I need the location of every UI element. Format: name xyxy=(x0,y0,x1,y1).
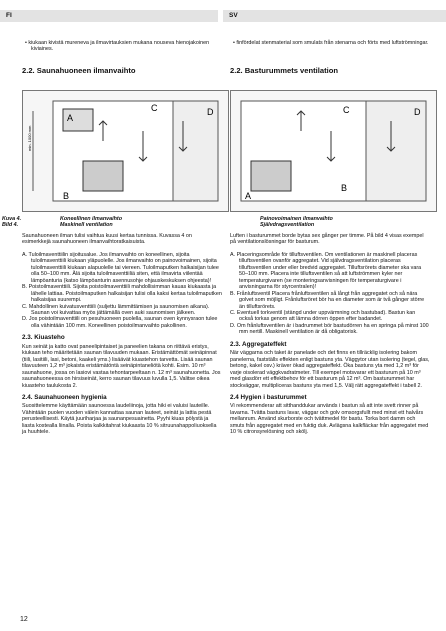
heading-effekt: 2.3. Aggregateffekt xyxy=(230,340,287,348)
caption-left-sv: Maskinell ventilation xyxy=(60,222,113,229)
section-title-sv: 2.2. Basturummets ventilation xyxy=(230,66,339,75)
caption-left xyxy=(60,216,122,228)
ventilation-list-fi xyxy=(22,252,222,329)
paragraph-hygien: Vi rekommenderar att sitthanddukar används i bastun så att inte svett rinner på lavarna. Tvätta bastuns lavar, väggar och golv omsorgsfullt med minst ett halvårs mellanrum. Använd skurborste och tvättmedel för bastu. Torka bort damm och smuts från aggregatet med en fuktig duk. Avlägsna kalkfläckar från aggregatet med 10 % citronsyrelösning och skölj. xyxy=(230,403,429,436)
lang-label-fi: FI xyxy=(6,12,12,19)
column-sv xyxy=(230,233,430,442)
diagram-natural-ventilation xyxy=(230,90,437,212)
caption-left-fi: Koneellinen ilmanvaihto xyxy=(60,216,123,222)
page-number: 12 xyxy=(20,616,28,623)
caption-right-sv: Självdragsventilation xyxy=(260,222,315,229)
diagram-label-a: A xyxy=(67,113,74,123)
list-item: B. Frånluftsventil Placera frånluftsventilen så långt från aggregatet och så nära golvet som möjligt. Frånluftsröret bör ha en diameter som är två gånger större än tilluftsrörets. xyxy=(230,290,425,310)
heading-hygien: 2.4 Hygien i basturummet xyxy=(230,393,307,401)
ventilation-list-sv xyxy=(230,252,430,336)
diagram-mechanical-svg xyxy=(23,91,228,211)
diagram2-label-c: C xyxy=(343,105,350,115)
caption-right xyxy=(260,216,333,228)
list-item: B. Poistoilmaventtiili. Sijoita poistoilmaventtiili mahdollisimman kauas kiukaasta ja lähelle lattiaa. Poistoilmaputken halkaisijan tulisi olla kaksi kertaa tuloilmaputken halkaisijaa suurempi. xyxy=(22,284,222,304)
diagram-label-c: C xyxy=(151,103,158,113)
diagram-mechanical-ventilation xyxy=(22,90,229,212)
list-item: A. Tuloilmaventtiilin sijoitusalue. Jos ilmanvaihto on koneellinen, sijoita tuloilmaventtiili kiukaan yläpuolelle. Jos ilmanvaihto on painovoimainen, sijoita tuloilmaventtiili kiukaan alapuolelle tai viereen. Tuloilmaputken halkaisijan tulee olla 50–100 mm. Älä sijoita tuloilmaventtiiliä siten, että ilmavirta viilentää lämpöanturia (katso lämpöanturin asennusohje ohjauskeskuksen ohjeesta)! xyxy=(22,251,219,284)
heading-kiuasteho: 2.3. Kiuasteho xyxy=(22,334,65,342)
caption-right-fi: Painovoimainen ilmanvaihto xyxy=(260,216,333,222)
diagram2-label-b: B xyxy=(341,183,348,193)
list-item: D. Jos poistoilmaventtiili on pesuhuoneen puolella, saunan oven kynnysraon tulee olla vähintään 100 mm. Koneellinen poistoilmanvaihto pakollinen. xyxy=(22,316,218,329)
column-fi xyxy=(22,233,222,442)
lang-label-sv: SV xyxy=(229,12,238,19)
diagram2-label-d: D xyxy=(414,107,421,117)
intro-fi: Saunahuoneen ilman tulisi vaihtua kuusi kertaa tunnissa. Kuvassa 4 on esimerkkejä saunahuoneen ilmanvaihtoratkaisuista. xyxy=(22,233,192,246)
diagram2-label-a: A xyxy=(245,191,252,201)
list-item: A. Placeringsområde för tilluftsventilen. Om ventilationen är maskinell placeras tilluftsventilen ovanför aggregatet. Vid självdragsventilation placeras tilluftsventilen under eller bredvid aggregatet. Tilluftsrörets diameter ska vara 50–100 mm. Placera inte tilluftsventilen så att luftströmmen kyler ner temperaturgivaren (se monteringsanvisningen för temperaturgivare i anvisningarna för styrcentralen)! xyxy=(230,251,422,291)
list-item: C. Mahdollinen kuivatusventtiili (suljettu lämmittämisen ja saunomisen aikana). Saunan voi kuivattaa myös jättämällä oven auki saunomisen jälkeen. xyxy=(22,303,210,316)
heading-hygienia: 2.4. Saunahuoneen hygienia xyxy=(22,393,107,401)
diagram-label-d: D xyxy=(207,107,214,117)
paragraph-kiuasteho: Kun seinät ja katto ovat paneelipintaiset ja paneelien takana on riittävä eristys, kiukaan teho määritetään saunan tilavuuden mukaan. Eristämättömät seinäpinnat (tiili, lasitiili, lasi, betoni, kaakeli yms.) lisäävät kiuastehon tarvetta. Lisää saunan tilavuuteen 1,2 m³ jokaista eristämätöntä seinäpintaneliötä kohti. Esim. 10 m³ saunahuone, jossa on lasiovi vastaa tehontarpeeltaan n. 12 m³ saunahuonetta. Jos saunahuoneessa on hirsiseinät, kerro saunan tilavuus luvulla 1,5. Valitse oikea kiuasteho taulukosta 2. xyxy=(22,343,221,389)
lang-header-sv xyxy=(223,10,446,22)
section-title-fi: 2.2. Saunahuoneen ilmanvaihto xyxy=(22,66,136,75)
figure-number-sv: Bild 4. xyxy=(2,222,19,229)
intro-sv: Luften i basturummet borde bytas sex gånger per timme. På bild 4 visas exempel på ventilationslösningar för basturum. xyxy=(230,233,424,246)
diagram-dimension: min. 1000 mm xyxy=(27,125,32,151)
figure-number-fi: Kuva 4. xyxy=(2,216,22,222)
top-bullet-fi: • kiukaan kivistä mureneva ja ilmavirtauksien mukana nouseva hienojakoinen kiviaines. xyxy=(25,40,210,53)
diagram-natural-svg xyxy=(231,91,436,211)
list-item: D. Om frånluftsventilen är i badrummet bör bastudörren ha en springa på minst 100 mm nertill. Maskinell ventilation är då obligatorisk. xyxy=(230,322,429,336)
list-item: C. Eventuell torkventil (stängd under uppvärmning och bastubad). Bastun kan också torkas genom att lämna dörren öppen efter badandet. xyxy=(230,309,416,323)
paragraph-effekt: När väggarna och taket är panelade och det finns en tillräcklig isolering bakom panelerna, fastställs effekten enligt bastuns yta. Väggytor utan isolering (tegel, glas, betong, kakel osv.) kräver ökad aggregateffekt. Öka bastuns yta med 1,2 m³ för varje oisolerad väggkvadratmeter. Till exempel motsvarar ett basturum på 10 m³ med glasdörr ett effektbehov för ett basturum på 12 m³. Om basturummet har stockväggar, multipliceras bastuns yta med 1,5. Välj rätt aggregateffekt i tabell 2. xyxy=(230,350,430,389)
paragraph-hygienia: Suosittelemme käyttämään saunoessa laudeliinoja, jotta hiki ei valuisi lauteille. Vähintään puolen vuoden välein kannattaa saunan lauteet, seinät ja lattia pestä perusteellisesti. Käytä juuriharjaa ja saunanpesuainetta. Pyyhi kiuas pölystä ja liasta kostealla liinalla. Poista kalkkitahrat kiukaasta 10 % sitruunahappoliuoksella ja huuhtele. xyxy=(22,403,217,436)
top-bullet-sv: • finfördelat stenmaterial som smulats från stenarna och förts med luftströmningar. xyxy=(233,40,429,46)
lang-header-fi xyxy=(0,10,218,22)
figure-number xyxy=(2,216,21,228)
diagram-label-b: B xyxy=(63,191,70,201)
